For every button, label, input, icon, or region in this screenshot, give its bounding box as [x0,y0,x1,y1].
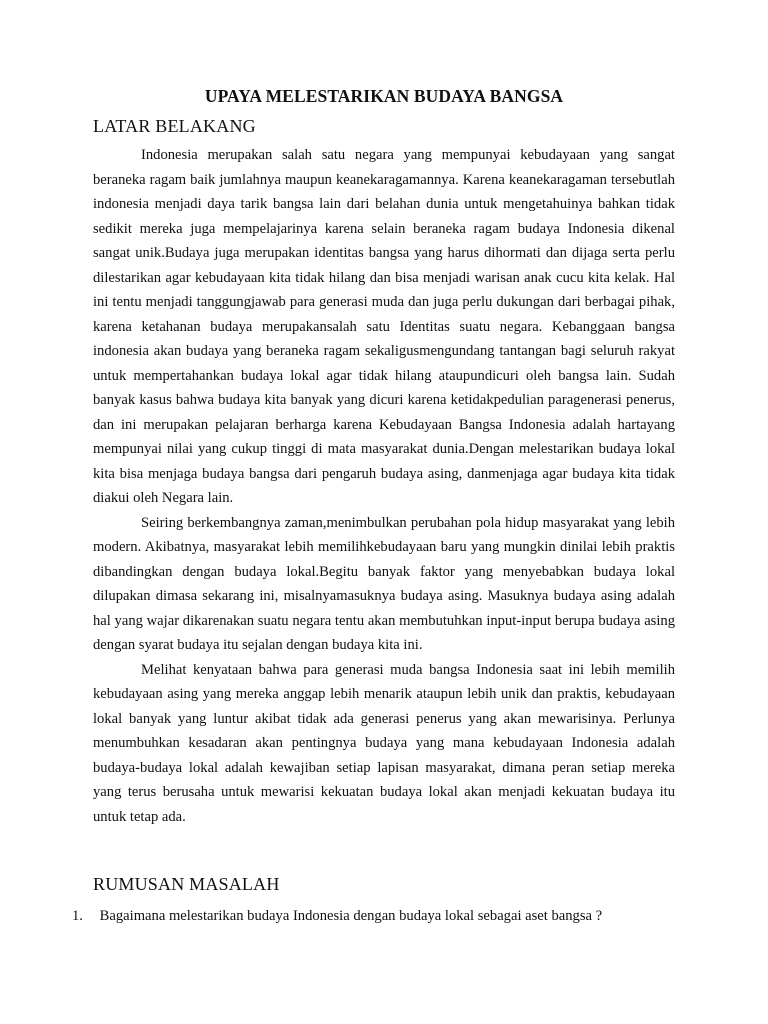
paragraph-2: Seiring berkembangnya zaman,menimbulkan perubahan pola hidup masyarakat yang lebih modern. Akibatnya, masyarakat lebih memilihkebudayaan baru yang mungkin dinilai lebih praktis dibandingkan dengan budaya lokal.Begitu banyak faktor yang menyebabkan budaya lokal dilupakan dimasa sekarang ini, misalnyamasuknya budaya asing. Masuknya budaya asing adalah hal yang wajar dikarenakan suatu negara tentu akan membutuhkan input-input berupa budaya asing dengan syarat budaya itu sejalan dengan budaya kita ini. [93,514,675,653]
paragraph-3: Melihat kenyataan bahwa para generasi muda bangsa Indonesia saat ini lebih memilih kebudayaan asing yang mereka anggap lebih menarik ataupun lebih unik dan praktis, kebudayaan lokal banyak yang luntur akibat tidak ada generasi penerus yang akan mewarisinya. Perlunya menumbuhkan kesadaran akan pentingnya budaya yang mana kebudayaan Indonesia adalah budaya-budaya lokal adalah kewajiban setiap lapisan masyarakat, dimana peran setiap mereka yang terus berusaha untuk mewarisi kekuatan budaya lokal akan menjadi kekuatan budaya itu untuk tetap ada. [93,661,675,825]
list-item [72,904,602,928]
section-heading-latar-belakang: LATAR BELAKANG [93,116,256,136]
list-item-number: 1. [72,908,83,924]
document-title: UPAYA MELESTARIKAN BUDAYA BANGSA [204,86,564,106]
section-heading-rumusan-masalah: RUMUSAN MASALAH [93,874,280,894]
body-paragraphs [93,143,675,829]
list-item-text: Bagaimana melestarikan budaya Indonesia dengan budaya lokal sebagai aset bangsa ? [99,908,603,924]
paragraph-1: Indonesia merupakan salah satu negara yang mempunyai kebudayaan yang sangat beraneka ragam baik jumlahnya maupun keanekaragamannya. Karena keanekaragaman tersebutlah indonesia menjadi daya tarik bangsa lain dari belahan dunia untuk mengetahuinya bahkan tidak sedikit mereka juga mempelajarinya karena selain beraneka ragam budaya Indonesia dikenal sangat unik.Budaya juga merupakan identitas bangsa yang harus dihormati dan dijaga serta perlu dilestarikan agar kebudayaan kita tidak hilang dan bisa menjadi warisan anak cucu kita kelak. Hal ini tentu menjadi tanggungjawab para generasi muda dan juga perlu dukungan dari berbagai pihak, karena ketahanan budaya merupakansalah satu Identitas suatu negara. Kebanggaan bangsa indonesia akan budaya yang beraneka ragam sekaligusmengundang tantangan bagi seluruh rakyat untuk mempertahankan budaya lokal agar tidak hilang ataupundicuri oleh bangsa lain. Sudah banyak kasus bahwa budaya kita banyak yang dicuri karena ketidakpedulian paragenerasi penerus, dan ini merupakan pelajaran berharga karena Kebudayaan Bangsa Indonesia adalah hartayang mempunyai nilai yang cukup tinggi di mata masyarakat dunia.Dengan melestarikan budaya lokal kita bisa menjaga budaya bangsa dari pengaruh budaya asing, danmenjaga agar budaya kita tidak diakui oleh Negara lain. [93,147,675,506]
